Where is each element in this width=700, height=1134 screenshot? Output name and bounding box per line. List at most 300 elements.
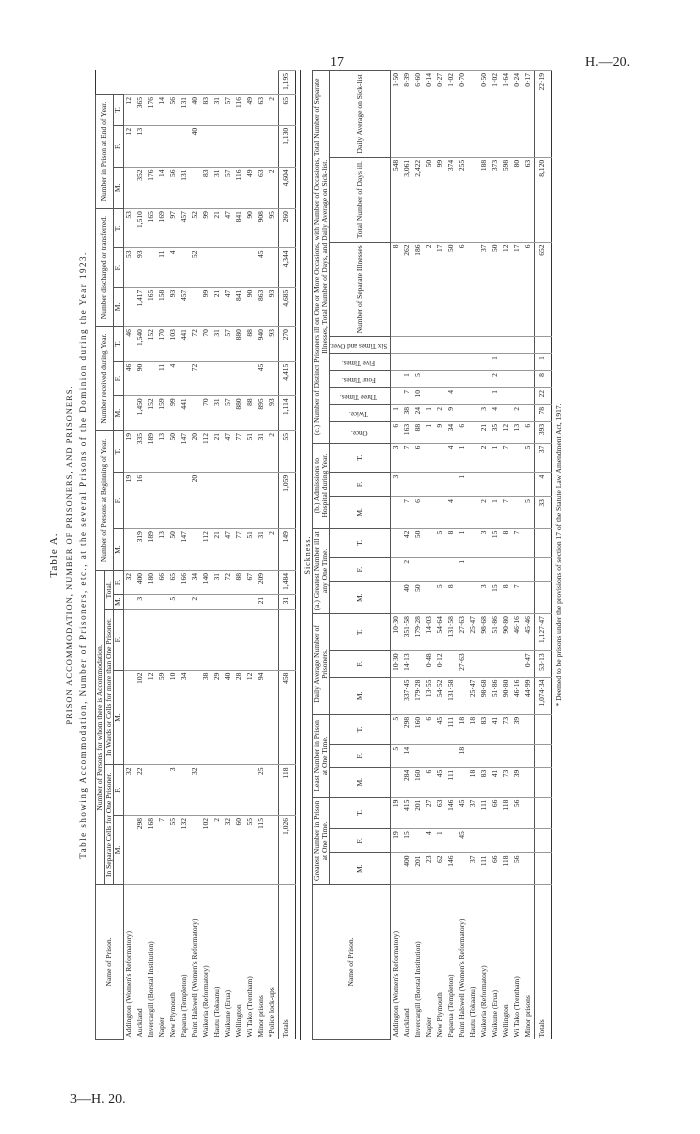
total-cell: 4,344 xyxy=(278,248,295,287)
cell xyxy=(512,472,523,496)
cell xyxy=(402,337,413,354)
rotated-content xyxy=(48,70,668,1040)
cell: 7 xyxy=(501,497,512,529)
cell: 41 xyxy=(490,714,501,744)
table-row xyxy=(157,71,168,1040)
col-f: F. xyxy=(114,248,123,287)
cell xyxy=(468,744,479,767)
col-f: F. xyxy=(330,744,390,767)
cell: 63 xyxy=(256,95,267,126)
cell: 0·24 xyxy=(512,71,523,158)
cell xyxy=(245,472,256,528)
cell xyxy=(267,815,279,884)
footnote: * Deemed to be prisons under the provisions of section 17 of the Statute Law Amendment Act, 1917. xyxy=(553,403,563,707)
cell: 32 xyxy=(123,571,135,595)
cell xyxy=(390,528,402,557)
cell: 57 xyxy=(223,396,234,431)
cell xyxy=(267,361,279,396)
cell: 0·14 xyxy=(424,71,435,158)
cell: 72 xyxy=(190,361,201,396)
accommodation-table xyxy=(95,70,296,1040)
cell: 45 xyxy=(457,829,468,853)
cell: 3 xyxy=(135,594,146,609)
cell: 62 xyxy=(435,853,446,885)
cell: 44·99 xyxy=(523,677,535,714)
table-long-title: Table showing Accommodation, Number of Prisoners, etc., at the several Prisons of the Dominion during the Year 1923. xyxy=(78,251,89,859)
cell: 1 xyxy=(490,354,501,371)
cell: 51·86 xyxy=(490,677,501,714)
cell: 112 xyxy=(201,529,212,571)
cell: 457 xyxy=(179,209,190,248)
cell xyxy=(223,594,234,609)
cell xyxy=(457,853,468,885)
cell xyxy=(157,594,168,609)
cell xyxy=(523,767,535,797)
cell xyxy=(523,853,535,885)
table-row xyxy=(424,71,435,1040)
cell xyxy=(457,767,468,797)
cell: 12 xyxy=(245,670,256,765)
cell xyxy=(523,404,535,421)
cell xyxy=(468,404,479,421)
cell xyxy=(402,472,413,496)
col-total: Total. xyxy=(105,571,114,610)
cell: 415 xyxy=(402,797,413,829)
cell xyxy=(123,167,135,209)
cell xyxy=(390,337,402,354)
cell: 1 xyxy=(457,528,468,557)
cell: 40 xyxy=(190,125,201,167)
table-row xyxy=(135,71,146,1040)
total-cell: 1,195 xyxy=(278,71,295,95)
col-m: M. xyxy=(114,287,123,326)
cell: 19 xyxy=(123,430,135,472)
cell: 51 xyxy=(245,430,256,472)
cell xyxy=(479,829,490,853)
cell: 18 xyxy=(457,744,468,767)
col-t: T. xyxy=(114,95,123,126)
cell: 90·80 xyxy=(501,677,512,714)
cell xyxy=(468,472,479,496)
cell: 158 xyxy=(157,287,168,326)
cell xyxy=(523,388,535,405)
cell xyxy=(479,472,490,496)
cell: 4 xyxy=(446,443,457,472)
total-cell: 55 xyxy=(278,430,295,472)
cell xyxy=(179,765,190,815)
cell: 59 xyxy=(157,670,168,765)
cell: 118 xyxy=(501,853,512,885)
cell: 21 xyxy=(256,594,267,609)
col-t: T. xyxy=(330,614,390,651)
cell xyxy=(479,337,490,354)
cell: 99 xyxy=(201,287,212,326)
cell: 170 xyxy=(157,327,168,362)
cell: 2 xyxy=(212,815,223,884)
cell: 38 xyxy=(201,670,212,765)
cell xyxy=(201,609,212,670)
cell: 93 xyxy=(267,396,279,431)
cell xyxy=(457,582,468,614)
cell: 189 xyxy=(146,529,157,571)
cell: 1·50 xyxy=(390,71,402,158)
cell xyxy=(435,354,446,371)
total-cell: 37 xyxy=(534,443,551,472)
col-m: M. xyxy=(114,396,123,431)
cell: 9 xyxy=(435,421,446,443)
table-row xyxy=(123,71,135,1040)
cell: 51·86 xyxy=(490,614,501,651)
footer-code: 3—H. 20. xyxy=(70,1092,126,1107)
cell xyxy=(413,651,424,677)
cell: 152 xyxy=(146,396,157,431)
cell xyxy=(424,582,435,614)
cell: 298 xyxy=(402,714,413,744)
cell xyxy=(512,497,523,529)
table-row xyxy=(457,71,468,1040)
cell xyxy=(201,594,212,609)
total-cell xyxy=(534,767,551,797)
col-wards: In Wards or Cells for more than One Prisoner. xyxy=(105,609,114,765)
cell xyxy=(512,651,523,677)
cell: 165 xyxy=(146,287,157,326)
cell xyxy=(146,248,157,287)
cell: 13·55 xyxy=(424,677,435,714)
cell: 1·02 xyxy=(490,71,501,158)
cell xyxy=(402,354,413,371)
col-distinct: (c.) Number of Distinct Prisoners ill on One or More Occasions, with Number of Occasions, Total Number of Separate Illnesses, Total Number of Days, and Daily Average on Sick-list. xyxy=(312,71,330,444)
cell: 24 xyxy=(413,404,424,421)
cell: 42 xyxy=(402,528,413,557)
cell: 0·50 xyxy=(479,71,490,158)
cell xyxy=(146,361,157,396)
cell: 70 xyxy=(201,327,212,362)
col-name: Name of Prison. xyxy=(95,885,123,1040)
cell: 47 xyxy=(223,287,234,326)
cell: 2 xyxy=(435,404,446,421)
row-name: Wellington xyxy=(234,885,245,1040)
cell xyxy=(523,337,535,354)
cell xyxy=(234,765,245,815)
cell: 2,422 xyxy=(413,157,424,242)
cell xyxy=(468,157,479,242)
cell xyxy=(245,594,256,609)
cell xyxy=(245,125,256,167)
cell: 55 xyxy=(168,815,179,884)
cell xyxy=(179,248,190,287)
cell: 45 xyxy=(457,797,468,829)
cell xyxy=(390,354,402,371)
cell: 131·58 xyxy=(446,677,457,714)
cell: 66 xyxy=(490,853,501,885)
cell: 1,540 xyxy=(135,327,146,362)
cell xyxy=(390,853,402,885)
cell: 169 xyxy=(157,209,168,248)
cell: 50 xyxy=(446,242,457,337)
cell: 319 xyxy=(135,529,146,571)
cell xyxy=(267,609,279,670)
cell xyxy=(135,609,146,670)
table-row xyxy=(212,71,223,1040)
cell: 65 xyxy=(168,571,179,595)
cell xyxy=(424,443,435,472)
cell xyxy=(168,125,179,167)
cell: 152 xyxy=(146,327,157,362)
cell: 7 xyxy=(402,443,413,472)
sickness-table xyxy=(312,70,552,1040)
cell xyxy=(190,609,201,670)
cell: 98·68 xyxy=(479,614,490,651)
total-cell xyxy=(534,797,551,829)
cell: 8 xyxy=(446,528,457,557)
cell: 111 xyxy=(479,797,490,829)
table-row xyxy=(512,71,523,1040)
cell: 40 xyxy=(223,670,234,765)
cell xyxy=(512,388,523,405)
cell: 400 xyxy=(402,853,413,885)
table-row xyxy=(223,71,234,1040)
cell: 188 xyxy=(479,157,490,242)
row-name: Wellington xyxy=(501,885,512,1040)
cell xyxy=(446,829,457,853)
cell: 5 xyxy=(435,582,446,614)
cell: 1·64 xyxy=(501,71,512,158)
cell: 37 xyxy=(479,242,490,337)
table-row xyxy=(490,71,501,1040)
cell: 57 xyxy=(223,327,234,362)
cell: 13 xyxy=(512,421,523,443)
cell: 88 xyxy=(413,421,424,443)
cell: 72 xyxy=(223,571,234,595)
cell: 1 xyxy=(424,421,435,443)
cell: 179·28 xyxy=(413,614,424,651)
cell xyxy=(234,594,245,609)
col-m: M. xyxy=(330,853,390,885)
cell: 2 xyxy=(267,430,279,472)
col-accommodation: Number of Persons for whom there is Accommodation. xyxy=(95,571,104,885)
cell: 97 xyxy=(168,209,179,248)
total-cell: 31 xyxy=(278,594,295,609)
col-admissions: (b.) Admissions to Hospital during Year. xyxy=(312,443,330,528)
cell: 116 xyxy=(234,167,245,209)
cell xyxy=(223,765,234,815)
cell: 63 xyxy=(435,797,446,829)
cell: 12 xyxy=(123,95,135,126)
cell: 49 xyxy=(245,95,256,126)
table-row xyxy=(256,71,267,1040)
total-cell: 1,127·47 xyxy=(534,614,551,651)
total-cell: 4,685 xyxy=(278,287,295,326)
cell: 50 xyxy=(168,529,179,571)
cell xyxy=(523,557,535,581)
cell: 1 xyxy=(390,404,402,421)
cell: 25·47 xyxy=(468,677,479,714)
row-name: Point Halswell (Women's Reformatory) xyxy=(457,885,468,1040)
cell xyxy=(201,361,212,396)
cell: 27·63 xyxy=(457,614,468,651)
row-name: Waikeria (Reformatory) xyxy=(479,885,490,1040)
cell: 32 xyxy=(123,765,135,815)
cell: 34 xyxy=(179,670,190,765)
cell: 201 xyxy=(413,853,424,885)
cell: 457 xyxy=(179,287,190,326)
cell xyxy=(212,594,223,609)
cell: 298 xyxy=(135,815,146,884)
cell: 47 xyxy=(223,430,234,472)
cell: 6 xyxy=(424,714,435,744)
cell xyxy=(179,472,190,528)
total-cell: 1,130 xyxy=(278,125,295,167)
cell: 34 xyxy=(446,421,457,443)
cell xyxy=(479,651,490,677)
cell: 70 xyxy=(201,396,212,431)
table-row xyxy=(402,71,413,1040)
col-name-b: Name of Prison. xyxy=(312,885,390,1040)
cell xyxy=(123,609,135,670)
cell xyxy=(179,594,190,609)
cell xyxy=(446,371,457,388)
cell: 88 xyxy=(234,571,245,595)
cell: 5 xyxy=(435,528,446,557)
cell xyxy=(501,388,512,405)
cell: 116 xyxy=(234,95,245,126)
col-sep-ill: Number of Separate Illnesses xyxy=(330,242,390,337)
cell: 112 xyxy=(201,430,212,472)
cell: 1 xyxy=(457,557,468,581)
cell xyxy=(123,287,135,326)
cell: 80 xyxy=(512,157,523,242)
cell xyxy=(212,472,223,528)
total-cell: 1 xyxy=(534,354,551,371)
sickness-label: Sickness. xyxy=(300,70,312,1040)
col-five: Five Times. xyxy=(330,354,390,371)
cell: 13 xyxy=(157,529,168,571)
cell xyxy=(123,670,135,765)
cell: 4 xyxy=(168,248,179,287)
cell: 6 xyxy=(413,443,424,472)
cell xyxy=(390,497,402,529)
cell xyxy=(501,404,512,421)
cell xyxy=(267,571,279,595)
cell: 102 xyxy=(201,815,212,884)
row-name: *Police lock-ups xyxy=(267,885,279,1040)
cell: 90 xyxy=(245,287,256,326)
cell: 0·48 xyxy=(424,651,435,677)
col-m: M. xyxy=(114,594,123,609)
cell xyxy=(201,472,212,528)
cell xyxy=(190,167,201,209)
cell xyxy=(179,125,190,167)
row-name: Auckland xyxy=(402,885,413,1040)
cell: 14 xyxy=(402,744,413,767)
table-subtitle: PRISON ACCOMMODATION, NUMBER OF PRISONERS, AND PRISONERS. xyxy=(63,385,74,725)
col-once: Once. xyxy=(330,421,390,443)
row-name: Napier xyxy=(424,885,435,1040)
row-name: Waikune (Erua) xyxy=(223,885,234,1040)
cell xyxy=(256,125,267,167)
table-row xyxy=(201,71,212,1040)
cell xyxy=(190,287,201,326)
cell: 9 xyxy=(446,404,457,421)
col-least: Least Number in Prison at One Time. xyxy=(312,714,330,797)
cell: 34 xyxy=(190,571,201,595)
cell: 2 xyxy=(479,443,490,472)
cell: 52 xyxy=(190,248,201,287)
cell: 54·52 xyxy=(435,677,446,714)
cell: 2 xyxy=(267,95,279,126)
cell xyxy=(468,528,479,557)
cell: 22 xyxy=(135,765,146,815)
cell: 5 xyxy=(523,443,535,472)
row-name: New Plymouth xyxy=(435,885,446,1040)
cell xyxy=(479,354,490,371)
cell: 365 xyxy=(135,95,146,126)
total-cell xyxy=(534,557,551,581)
cell: 1 xyxy=(490,497,501,529)
cell: 176 xyxy=(146,95,157,126)
col-m: M. xyxy=(330,677,390,714)
cell: 10·30 xyxy=(390,651,402,677)
cell: 146 xyxy=(446,797,457,829)
col-six: Six Times and Over. xyxy=(330,337,390,354)
cell: 10·30 xyxy=(390,614,402,651)
cell: 0·17 xyxy=(523,71,535,158)
cell: 6 xyxy=(390,421,402,443)
cell xyxy=(501,744,512,767)
cell: 10 xyxy=(413,388,424,405)
cell xyxy=(501,829,512,853)
cell: 841 xyxy=(234,209,245,248)
cell xyxy=(468,242,479,337)
cell xyxy=(523,528,535,557)
cell: 15 xyxy=(402,829,413,853)
cell xyxy=(468,388,479,405)
cell: 16 xyxy=(135,472,146,528)
cell: 5 xyxy=(390,714,402,744)
cell xyxy=(267,670,279,765)
cell: 2 xyxy=(424,242,435,337)
cell: 23 xyxy=(424,853,435,885)
col-daily: Daily Average Number of Prisoners. xyxy=(312,614,330,715)
cell xyxy=(457,354,468,371)
cell: 18 xyxy=(468,714,479,744)
cell: 88 xyxy=(245,396,256,431)
col-t: T. xyxy=(114,209,123,248)
cell: 0·27 xyxy=(435,71,446,158)
cell: 2 xyxy=(479,497,490,529)
table-row xyxy=(468,71,479,1040)
cell xyxy=(446,337,457,354)
col-m: M. xyxy=(114,815,123,884)
cell xyxy=(179,609,190,670)
cell: 374 xyxy=(446,157,457,242)
col-ill: (a.) Greatest Number ill at any One Time. xyxy=(312,528,330,613)
total-cell: 65 xyxy=(278,95,295,126)
table-row xyxy=(179,71,190,1040)
cell: 19 xyxy=(390,829,402,853)
cell: 83 xyxy=(479,714,490,744)
cell: 841 xyxy=(234,287,245,326)
cell: 50 xyxy=(424,157,435,242)
row-name: Invercargill (Borstal Institution) xyxy=(413,885,424,1040)
total-cell xyxy=(278,609,295,670)
cell: 2 xyxy=(267,167,279,209)
cell: 45 xyxy=(435,767,446,797)
cell xyxy=(123,396,135,431)
cell: 21 xyxy=(479,421,490,443)
table-row xyxy=(435,71,446,1040)
cell: 4 xyxy=(168,361,179,396)
